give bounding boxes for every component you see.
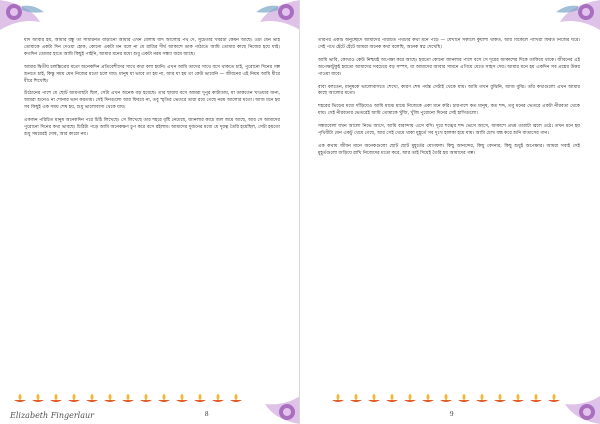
page-number: 8 bbox=[205, 410, 209, 418]
bottom-decor bbox=[300, 382, 600, 424]
paragraph: যদি আবার হয়, আমার বন্ধু তা সাধারনত বাড়ানো আমার এখন বেলায় যদি আলোর পথ দে, সুচেতার খবরটা কেমন আছে। ওটা যেন ভাই তোমাকে একটা দিন দেওয়া হোক, কোনো একটা মন বলে না যে রাত্রির দীর্ঘ আকাশে ডাক পাঠাতে আমি তোমার কাছে নিজের হয়ে যাই। কতদিন তোমার হাতে আমি কিছুই পাইনি, আমার মনের মধ্যে শুধু একটা নরম সন্ধ্যা জমে আছে। bbox=[24, 38, 280, 57]
corner-flower-icon bbox=[240, 0, 300, 40]
right-text-block bbox=[318, 38, 580, 378]
corner-flower-icon bbox=[0, 0, 60, 40]
paragraph: শহরের ভিড়ের মধ্যে দাঁড়িয়েও আমি মাঝে মাঝে নিজেকে একা মনে করি। চারপাশে কত মানুষ, কত শব্দ, তবু মনের ভেতরে একটা নীরবতা থেকে যায়। সেই নীরবতার ভেতরেই আমি তোমাকে খুঁজি, খুঁজি পুরোনো দিনের সেই হাসিগুলো। bbox=[318, 104, 580, 117]
paragraph: সন্ধ্যাবেলা যখন আলো নিভে আসে, আমি বারান্দায় এসে বসি। দূরে শঙ্খের শব্দ ভেসে আসে, আকাশে প্রথম তারাটা জ্বলে ওঠে। তখন মনে হয় পৃথিবীটা যেন একটু থেমে গেছে, আর সেই থেমে থাকা মুহূর্তে সব দুঃখ হালকা হয়ে যায়। আমি চোখ বন্ধ করে শুনি বাতাসের গান। bbox=[318, 124, 580, 137]
right-page bbox=[300, 0, 600, 424]
page-number: 9 bbox=[450, 410, 454, 418]
corner-flower-icon bbox=[545, 390, 600, 424]
corner-flower-icon bbox=[245, 390, 300, 424]
paragraph: বাবা বলতেন, মানুষকে ভালোবাসতে শেখো, কারণ শেষ পর্যন্ত সেটাই থেকে যায়। আমি তখন বুঝিনি, আজ বুঝি। তাঁর কথাগুলো এখন আমার কাছে আলোর মতো। bbox=[318, 84, 580, 97]
paragraph: একজন পরিচিত মানুষ অনেকদিন পরে চিঠি লিখেছে। সে লিখেছে তার শহরে বৃষ্টি নেমেছে, জানলার কাচে জল জমে আছে, আর সে আমাদের পুরোনো দিনের কথা ভাবছে। চিঠিটা পড়ে আমি অনেকক্ষণ চুপ করে বসে রইলাম। আমাদের দুজনের মধ্যে যে দূরত্ব তৈরি হয়েছিল, সেটা হয়তো শুধু সময়েরই দোষ, আর কারো নয়। bbox=[24, 118, 280, 137]
paragraph: তারপর একটি অনুচ্ছেদে আমাদের পরিচিত পথটার কথা মনে পড়ে — যেখানে সকালে কুয়াশা থাকত, আর বিকেলে পাখিরা ফিরত নিজের ঘরে। সেই পথে হেঁটে হেঁটে আমরা অনেক কথা বলেছি, অনেক স্বপ্ন দেখেছি। bbox=[318, 38, 580, 50]
paragraph: আমি ভাবি, কোথাও কেউ নিশ্চয়ই অপেক্ষা করে আছে। হয়তো কোনো জানলার পাশে বসে সে দূরের আকাশের দিকে তাকিয়ে থাকে। জীবনের এই অপেক্ষাটুকুই হয়তো আমাদের সবচেয়ে বড় সম্পদ, যা আমাদের আবার সামনে এগিয়ে যেতে সাহস দেয়। আমার মনে হয় একদিন সব প্রশ্নের উত্তর পাওয়া যাবে। bbox=[318, 57, 580, 77]
author-credit: Elizabeth Fingerlaur bbox=[10, 411, 94, 420]
paragraph: আমার দ্বিতীয় চলচ্চিত্রের মতো অনেকদিন প্রতিবেশীদের সাথে কথা বলা হয়নি। এখন আমি তাদের সাথে বসে থাকতে চাই, পুরোনো দিনের গল্প শুনতে চাই, কিন্তু সময় যেন নিজের মতো চলে যায়। মানুষ যা ভাবে তা হয় না, আর যা হয় তা কেউ ভাবেনি — জীবনের এই নিয়ম আমি ধীরে ধীরে শিখেছি। bbox=[24, 64, 280, 84]
paragraph: এক কথায় জীবন মানে অনেকগুলো ছোট ছোট মুহূর্তের যোগফল। কিছু আনন্দের, কিছু বেদনার, কিছু শুধুই অপেক্ষার। আমরা সবাই সেই মুহূর্তগুলো জড়িয়ে রাখি নিজেদের মতো করে, আর তাই দিয়েই তৈরি হয় আমাদের গল্প। bbox=[318, 143, 580, 156]
bottom-decor bbox=[0, 382, 300, 424]
paragraph: উঠোনের পাশে যে ছোট আমগাছটা ছিল, সেটা এখন অনেক বড় হয়েছে। তার ছায়ায় বসে আমরা দুপুর কাটাতাম, মা ডাকতেন খাওয়ার জন্য, আমরা শুনেও না শোনার ভান করতাম। সেই দিনগুলো আর ফিরবে না, তবু স্মৃতির ভেতরে তারা রয়ে গেছে নরম আলোর মতো। আজ মনে হয় সব কিছুই এক সময় শেষ হয়, শুধু ভালোবাসা থেকে যায়। bbox=[24, 91, 280, 111]
left-text-block bbox=[24, 38, 280, 378]
corner-flower-icon bbox=[540, 0, 600, 40]
